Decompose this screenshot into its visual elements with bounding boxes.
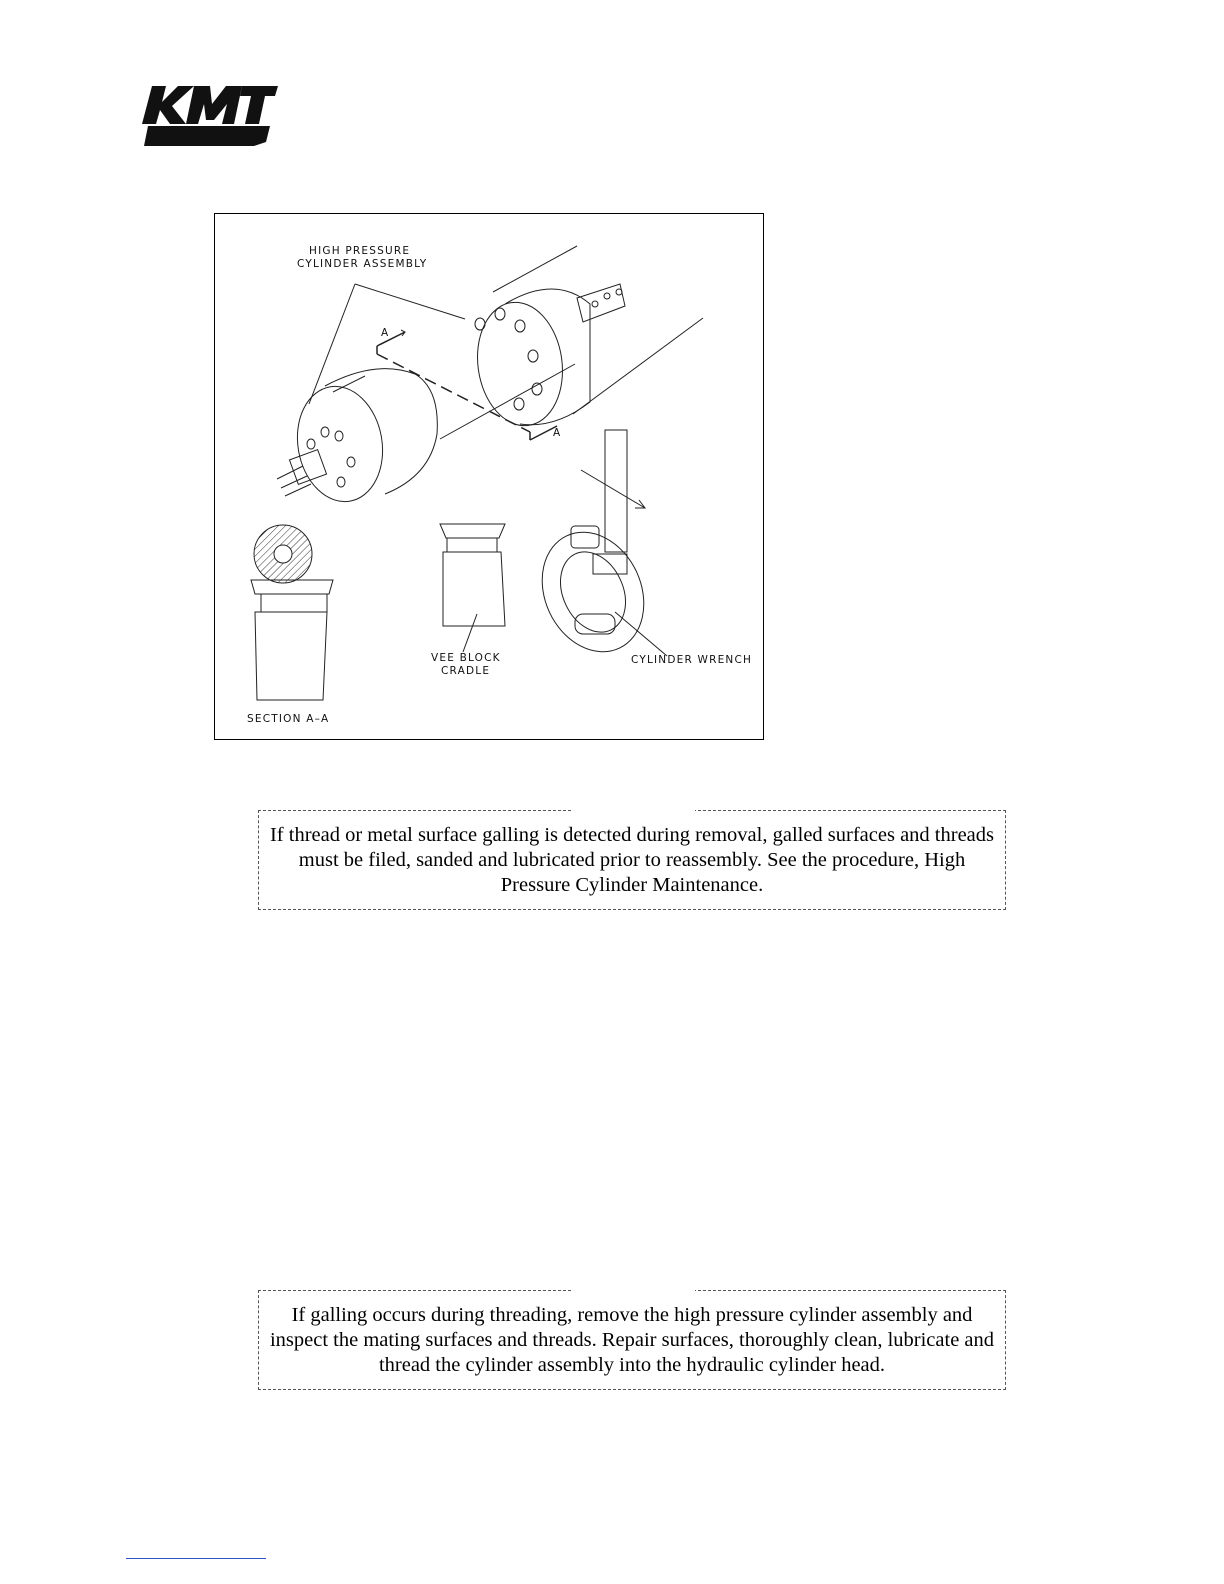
- kmt-logo: [142, 84, 278, 148]
- notice-text: If thread or metal surface galling is detected during removal, galled surfaces and threads must be filed, sanded and lubricated prior to reassembly. See the procedure, High Pressure Cylinder Maintenance.: [269, 824, 995, 896]
- label-hp-line2: CYLINDER ASSEMBLY: [297, 258, 428, 270]
- label-section: SECTION A–A: [247, 713, 330, 725]
- cylinder-drawing: [215, 214, 765, 741]
- label-vee-line2: CRADLE: [441, 665, 491, 677]
- notice-box-title-gap: [571, 1289, 695, 1293]
- cylinder-assembly-figure: [214, 213, 764, 740]
- notice-text: If galling occurs during threading, remove the high pressure cylinder assembly and inspect the mating surfaces and threads. Repair surfaces, thoroughly clean, lubricate and thread the cylinder assembly into the hydraulic cylinder head.: [269, 1304, 995, 1376]
- notice-box-galling-threading: [258, 1290, 1006, 1390]
- kmt-logo-graphic: [142, 84, 278, 148]
- label-hp-line1: HIGH PRESSURE: [309, 245, 411, 257]
- label-vee-line1: VEE BLOCK: [431, 652, 501, 664]
- notice-box-title-gap: [571, 809, 695, 813]
- label-section-a-top: A: [381, 327, 390, 339]
- notice-box-galling-removal: [258, 810, 1006, 910]
- label-wrench: CYLINDER WRENCH: [631, 654, 753, 666]
- footer-rule: [126, 1558, 266, 1559]
- label-section-a-bottom: A: [553, 427, 562, 439]
